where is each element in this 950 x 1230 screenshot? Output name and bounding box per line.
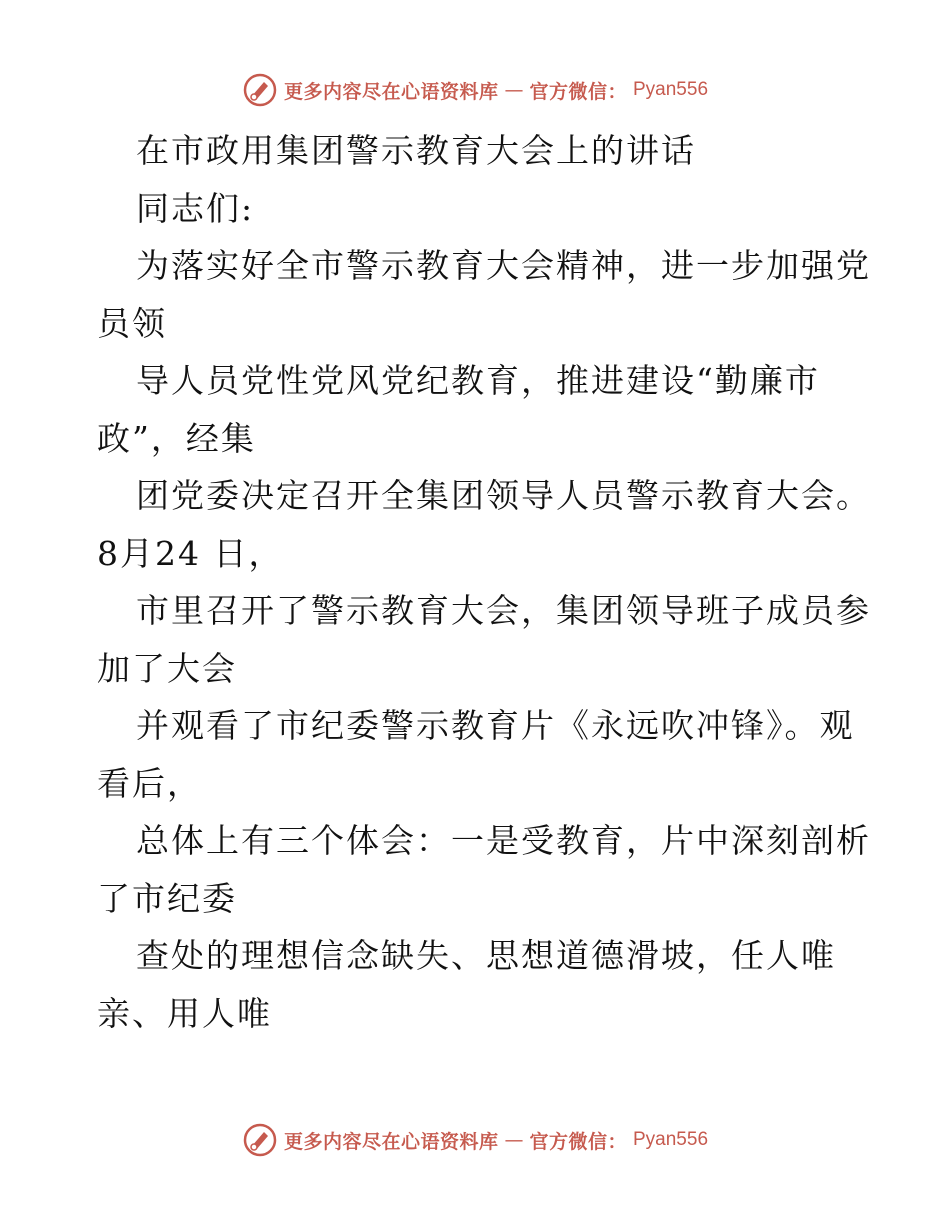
paragraph-line: 导人员党性党风党纪教育，推进建设“勤廉市 bbox=[136, 361, 820, 400]
watermark-wechat-id: Pyan556 bbox=[633, 1129, 709, 1150]
paragraph-line: 看后， bbox=[97, 763, 202, 803]
watermark-separator: — bbox=[504, 79, 524, 101]
paragraph-line: 了市纪委 bbox=[97, 878, 237, 918]
watermark-separator: — bbox=[504, 1129, 524, 1151]
paragraph-line: 团党委决定召开全集团领导人员警示教育大会。 bbox=[136, 476, 871, 515]
paragraph-line: 加了大会 bbox=[97, 648, 237, 688]
paragraph-line: 8月24 日， bbox=[97, 533, 284, 573]
brand-logo-icon bbox=[242, 72, 278, 108]
document-body bbox=[97, 122, 871, 1042]
watermark-wechat-label: 官方微信： bbox=[529, 80, 627, 103]
watermark-text: 更多内容尽在心语资料库 bbox=[283, 1130, 499, 1153]
paragraph-line: 市里召开了警示教育大会，集团领导班子成员参 bbox=[136, 591, 871, 630]
watermark-wechat-id: Pyan556 bbox=[633, 79, 709, 100]
paragraph-line: 总体上有三个体会：一是受教育，片中深刻剖析 bbox=[136, 821, 871, 860]
header-watermark bbox=[0, 70, 950, 110]
document-title: 在市政用集团警示教育大会上的讲话 bbox=[136, 131, 696, 170]
paragraph-line: 员领 bbox=[97, 303, 167, 343]
paragraph-line: 查处的理想信念缺失、思想道德滑坡，任人唯 bbox=[136, 936, 836, 975]
paragraph-line: 为落实好全市警示教育大会精神，进一步加强党 bbox=[136, 246, 871, 285]
footer-watermark bbox=[0, 1120, 950, 1160]
paragraph-line: 并观看了市纪委警示教育片《永远吹冲锋》。观 bbox=[136, 706, 855, 745]
watermark-text: 更多内容尽在心语资料库 bbox=[283, 80, 499, 103]
paragraph-line: 亲、用人唯 bbox=[97, 993, 272, 1033]
paragraph-line: 政”，经集 bbox=[97, 418, 256, 458]
watermark-wechat-label: 官方微信： bbox=[529, 1130, 627, 1153]
salutation: 同志们: bbox=[136, 188, 255, 228]
brand-logo-icon bbox=[242, 1122, 278, 1158]
